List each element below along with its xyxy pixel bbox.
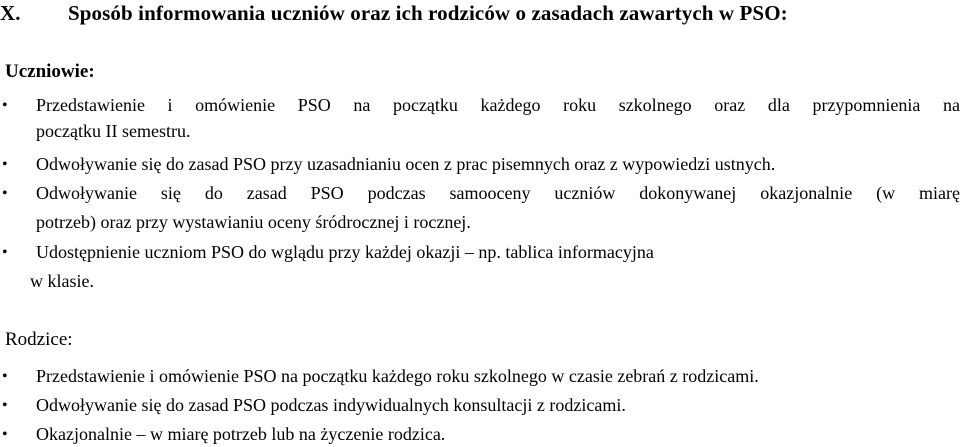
section-title: Sposób informowania uczniów oraz ich rodziców o zasadach zawartych w PSO: [68, 1, 788, 25]
bullet-icon: • [2, 368, 8, 385]
item-text-line: początku II semestru. [36, 121, 191, 141]
parents-label: Rodzice: [5, 329, 73, 350]
section-heading [0, 1, 788, 26]
bullet-icon: • [2, 244, 8, 261]
item-text-line: Odwoływanie się do zasad PSO podczas indywidualnych konsultacji z rodzicami. [36, 395, 626, 415]
section-number: X. [0, 1, 21, 25]
item-text-line: Okazjonalnie – w miarę potrzeb lub na życzenie rodzica. [36, 424, 446, 444]
item-text-line: Przedstawienie i omówienie PSO na początku każdego roku szkolnego w czasie zebrań z rodzicami. [36, 366, 759, 386]
item-text-line: Odwoływanie się do zasad PSO podczas samooceny uczniów dokonywanej okazjonalnie (w miarę [36, 183, 960, 203]
bullet-icon: • [2, 426, 8, 443]
item-text-line: potrzeb) oraz przy wystawianiu oceny śródrocznej i rocznej. [36, 212, 471, 232]
students-label: Uczniowie: [5, 61, 95, 82]
bullet-icon: • [2, 97, 8, 114]
item-text-line: Przedstawienie i omówienie PSO na początku każdego roku szkolnego oraz dla przypomnienia na [36, 95, 960, 115]
bullet-icon: • [2, 156, 8, 173]
item-text-line: Udostępnienie uczniom PSO do wglądu przy każdej okazji – np. tablica informacyjna [36, 242, 654, 262]
bullet-icon: • [2, 185, 8, 202]
bullet-icon: • [2, 397, 8, 414]
item-text-line: w klasie. [30, 271, 94, 291]
item-text-line: Odwoływanie się do zasad PSO przy uzasadnianiu ocen z prac pisemnych oraz z wypowiedzi ustnych. [36, 154, 776, 174]
